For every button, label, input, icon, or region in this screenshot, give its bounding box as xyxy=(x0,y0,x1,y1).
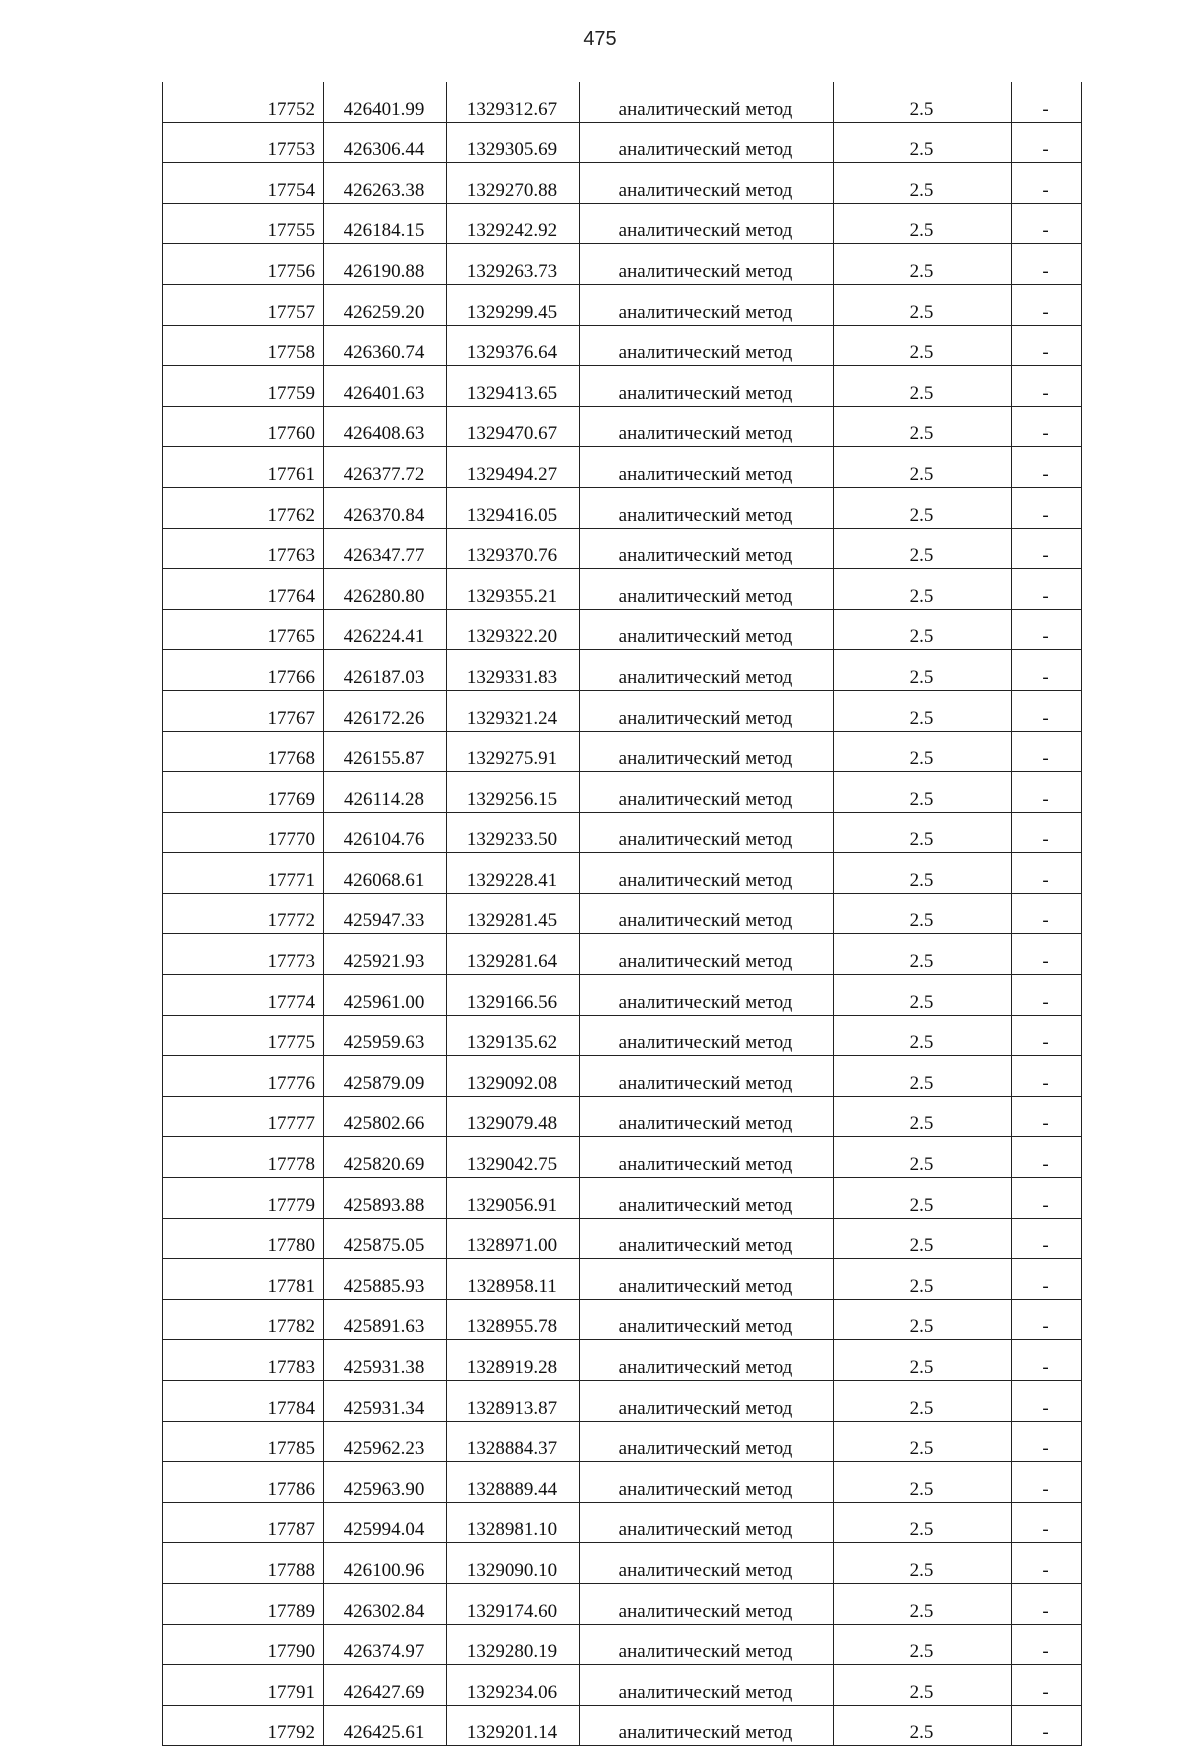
table-row xyxy=(163,366,1082,407)
point-number-cell: 17790 xyxy=(163,1624,324,1665)
table-row xyxy=(163,1705,1082,1746)
x-coordinate-cell: 425921.93 xyxy=(324,934,447,975)
x-coordinate-cell: 426427.69 xyxy=(324,1665,447,1706)
y-coordinate-cell: 1329201.14 xyxy=(447,1705,580,1746)
method-cell: аналитический метод xyxy=(580,1340,834,1381)
y-coordinate-cell: 1329312.67 xyxy=(447,82,580,122)
accuracy-cell: 2.5 xyxy=(834,1624,1012,1665)
note-cell: - xyxy=(1012,1056,1082,1097)
accuracy-cell: 2.5 xyxy=(834,569,1012,610)
point-number-cell: 17771 xyxy=(163,853,324,894)
accuracy-cell: 2.5 xyxy=(834,1137,1012,1178)
x-coordinate-cell: 425879.09 xyxy=(324,1056,447,1097)
y-coordinate-cell: 1328884.37 xyxy=(447,1421,580,1462)
note-cell: - xyxy=(1012,1381,1082,1422)
accuracy-cell: 2.5 xyxy=(834,975,1012,1016)
point-number-cell: 17761 xyxy=(163,447,324,488)
point-number-cell: 17774 xyxy=(163,975,324,1016)
method-cell: аналитический метод xyxy=(580,366,834,407)
table-row xyxy=(163,244,1082,285)
x-coordinate-cell: 426259.20 xyxy=(324,284,447,325)
y-coordinate-cell: 1329280.19 xyxy=(447,1624,580,1665)
note-cell: - xyxy=(1012,975,1082,1016)
y-coordinate-cell: 1329135.62 xyxy=(447,1015,580,1056)
table-row xyxy=(163,1340,1082,1381)
y-coordinate-cell: 1329079.48 xyxy=(447,1096,580,1137)
y-coordinate-cell: 1329233.50 xyxy=(447,812,580,853)
point-number-cell: 17755 xyxy=(163,203,324,244)
point-number-cell: 17754 xyxy=(163,163,324,204)
table-row xyxy=(163,1624,1082,1665)
y-coordinate-cell: 1329376.64 xyxy=(447,325,580,366)
table-row xyxy=(163,934,1082,975)
method-cell: аналитический метод xyxy=(580,934,834,975)
accuracy-cell: 2.5 xyxy=(834,1015,1012,1056)
method-cell: аналитический метод xyxy=(580,812,834,853)
point-number-cell: 17772 xyxy=(163,893,324,934)
note-cell: - xyxy=(1012,163,1082,204)
y-coordinate-cell: 1329322.20 xyxy=(447,609,580,650)
method-cell: аналитический метод xyxy=(580,122,834,163)
accuracy-cell: 2.5 xyxy=(834,447,1012,488)
point-number-cell: 17773 xyxy=(163,934,324,975)
note-cell: - xyxy=(1012,1502,1082,1543)
accuracy-cell: 2.5 xyxy=(834,1178,1012,1219)
point-number-cell: 17767 xyxy=(163,690,324,731)
method-cell: аналитический метод xyxy=(580,569,834,610)
method-cell: аналитический метод xyxy=(580,325,834,366)
point-number-cell: 17789 xyxy=(163,1583,324,1624)
y-coordinate-cell: 1329331.83 xyxy=(447,650,580,691)
x-coordinate-cell: 426263.38 xyxy=(324,163,447,204)
y-coordinate-cell: 1329242.92 xyxy=(447,203,580,244)
point-number-cell: 17779 xyxy=(163,1178,324,1219)
note-cell: - xyxy=(1012,690,1082,731)
point-number-cell: 17787 xyxy=(163,1502,324,1543)
accuracy-cell: 2.5 xyxy=(834,1299,1012,1340)
point-number-cell: 17769 xyxy=(163,772,324,813)
table-row xyxy=(163,487,1082,528)
method-cell: аналитический метод xyxy=(580,609,834,650)
x-coordinate-cell: 426190.88 xyxy=(324,244,447,285)
table-row xyxy=(163,1583,1082,1624)
y-coordinate-cell: 1329413.65 xyxy=(447,366,580,407)
note-cell: - xyxy=(1012,1543,1082,1584)
table-row xyxy=(163,406,1082,447)
point-number-cell: 17783 xyxy=(163,1340,324,1381)
note-cell: - xyxy=(1012,284,1082,325)
y-coordinate-cell: 1329174.60 xyxy=(447,1583,580,1624)
point-number-cell: 17776 xyxy=(163,1056,324,1097)
x-coordinate-cell: 426374.97 xyxy=(324,1624,447,1665)
x-coordinate-cell: 425962.23 xyxy=(324,1421,447,1462)
y-coordinate-cell: 1328919.28 xyxy=(447,1340,580,1381)
point-number-cell: 17778 xyxy=(163,1137,324,1178)
accuracy-cell: 2.5 xyxy=(834,82,1012,122)
table-row xyxy=(163,203,1082,244)
method-cell: аналитический метод xyxy=(580,1015,834,1056)
accuracy-cell: 2.5 xyxy=(834,1218,1012,1259)
x-coordinate-cell: 425885.93 xyxy=(324,1259,447,1300)
point-number-cell: 17763 xyxy=(163,528,324,569)
note-cell: - xyxy=(1012,1015,1082,1056)
accuracy-cell: 2.5 xyxy=(834,731,1012,772)
table-row xyxy=(163,1381,1082,1422)
table-row xyxy=(163,1178,1082,1219)
table-row xyxy=(163,650,1082,691)
point-number-cell: 17757 xyxy=(163,284,324,325)
y-coordinate-cell: 1328958.11 xyxy=(447,1259,580,1300)
y-coordinate-cell: 1329470.67 xyxy=(447,406,580,447)
note-cell: - xyxy=(1012,1705,1082,1746)
method-cell: аналитический метод xyxy=(580,1705,834,1746)
note-cell: - xyxy=(1012,853,1082,894)
x-coordinate-cell: 425994.04 xyxy=(324,1502,447,1543)
x-coordinate-cell: 426224.41 xyxy=(324,609,447,650)
y-coordinate-cell: 1329270.88 xyxy=(447,163,580,204)
note-cell: - xyxy=(1012,609,1082,650)
point-number-cell: 17758 xyxy=(163,325,324,366)
method-cell: аналитический метод xyxy=(580,1259,834,1300)
y-coordinate-cell: 1329234.06 xyxy=(447,1665,580,1706)
y-coordinate-cell: 1328971.00 xyxy=(447,1218,580,1259)
table-row xyxy=(163,528,1082,569)
point-number-cell: 17768 xyxy=(163,731,324,772)
accuracy-cell: 2.5 xyxy=(834,1259,1012,1300)
method-cell: аналитический метод xyxy=(580,1299,834,1340)
method-cell: аналитический метод xyxy=(580,203,834,244)
table-row xyxy=(163,284,1082,325)
method-cell: аналитический метод xyxy=(580,284,834,325)
x-coordinate-cell: 425802.66 xyxy=(324,1096,447,1137)
note-cell: - xyxy=(1012,934,1082,975)
point-number-cell: 17788 xyxy=(163,1543,324,1584)
point-number-cell: 17781 xyxy=(163,1259,324,1300)
accuracy-cell: 2.5 xyxy=(834,650,1012,691)
method-cell: аналитический метод xyxy=(580,893,834,934)
table-row xyxy=(163,812,1082,853)
method-cell: аналитический метод xyxy=(580,1137,834,1178)
y-coordinate-cell: 1329281.64 xyxy=(447,934,580,975)
y-coordinate-cell: 1328913.87 xyxy=(447,1381,580,1422)
table-row xyxy=(163,447,1082,488)
method-cell: аналитический метод xyxy=(580,650,834,691)
x-coordinate-cell: 426425.61 xyxy=(324,1705,447,1746)
table-row xyxy=(163,569,1082,610)
method-cell: аналитический метод xyxy=(580,1178,834,1219)
method-cell: аналитический метод xyxy=(580,487,834,528)
coordinates-table xyxy=(162,82,1082,1746)
method-cell: аналитический метод xyxy=(580,1665,834,1706)
x-coordinate-cell: 426347.77 xyxy=(324,528,447,569)
y-coordinate-cell: 1329370.76 xyxy=(447,528,580,569)
y-coordinate-cell: 1329305.69 xyxy=(447,122,580,163)
x-coordinate-cell: 426377.72 xyxy=(324,447,447,488)
y-coordinate-cell: 1329275.91 xyxy=(447,731,580,772)
x-coordinate-cell: 426408.63 xyxy=(324,406,447,447)
point-number-cell: 17765 xyxy=(163,609,324,650)
y-coordinate-cell: 1329056.91 xyxy=(447,1178,580,1219)
point-number-cell: 17760 xyxy=(163,406,324,447)
y-coordinate-cell: 1329256.15 xyxy=(447,772,580,813)
table-row xyxy=(163,1543,1082,1584)
note-cell: - xyxy=(1012,1299,1082,1340)
point-number-cell: 17759 xyxy=(163,366,324,407)
table-row xyxy=(163,975,1082,1016)
y-coordinate-cell: 1329228.41 xyxy=(447,853,580,894)
point-number-cell: 17762 xyxy=(163,487,324,528)
method-cell: аналитический метод xyxy=(580,731,834,772)
x-coordinate-cell: 425893.88 xyxy=(324,1178,447,1219)
method-cell: аналитический метод xyxy=(580,1056,834,1097)
note-cell: - xyxy=(1012,1137,1082,1178)
note-cell: - xyxy=(1012,1421,1082,1462)
table-row xyxy=(163,82,1082,122)
method-cell: аналитический метод xyxy=(580,1421,834,1462)
note-cell: - xyxy=(1012,731,1082,772)
accuracy-cell: 2.5 xyxy=(834,1340,1012,1381)
table-row xyxy=(163,1502,1082,1543)
note-cell: - xyxy=(1012,812,1082,853)
table-row xyxy=(163,609,1082,650)
table-row xyxy=(163,1218,1082,1259)
point-number-cell: 17764 xyxy=(163,569,324,610)
method-cell: аналитический метод xyxy=(580,975,834,1016)
x-coordinate-cell: 426302.84 xyxy=(324,1583,447,1624)
note-cell: - xyxy=(1012,325,1082,366)
x-coordinate-cell: 426370.84 xyxy=(324,487,447,528)
point-number-cell: 17784 xyxy=(163,1381,324,1422)
accuracy-cell: 2.5 xyxy=(834,244,1012,285)
x-coordinate-cell: 426187.03 xyxy=(324,650,447,691)
note-cell: - xyxy=(1012,203,1082,244)
x-coordinate-cell: 426155.87 xyxy=(324,731,447,772)
point-number-cell: 17792 xyxy=(163,1705,324,1746)
method-cell: аналитический метод xyxy=(580,1624,834,1665)
accuracy-cell: 2.5 xyxy=(834,1665,1012,1706)
method-cell: аналитический метод xyxy=(580,1218,834,1259)
accuracy-cell: 2.5 xyxy=(834,690,1012,731)
method-cell: аналитический метод xyxy=(580,853,834,894)
note-cell: - xyxy=(1012,1462,1082,1503)
x-coordinate-cell: 425875.05 xyxy=(324,1218,447,1259)
note-cell: - xyxy=(1012,569,1082,610)
table-row xyxy=(163,122,1082,163)
x-coordinate-cell: 426360.74 xyxy=(324,325,447,366)
table-row xyxy=(163,1299,1082,1340)
y-coordinate-cell: 1329042.75 xyxy=(447,1137,580,1178)
x-coordinate-cell: 426100.96 xyxy=(324,1543,447,1584)
table-row xyxy=(163,731,1082,772)
method-cell: аналитический метод xyxy=(580,244,834,285)
x-coordinate-cell: 426104.76 xyxy=(324,812,447,853)
method-cell: аналитический метод xyxy=(580,406,834,447)
y-coordinate-cell: 1328889.44 xyxy=(447,1462,580,1503)
method-cell: аналитический метод xyxy=(580,690,834,731)
y-coordinate-cell: 1329166.56 xyxy=(447,975,580,1016)
y-coordinate-cell: 1328981.10 xyxy=(447,1502,580,1543)
y-coordinate-cell: 1329416.05 xyxy=(447,487,580,528)
note-cell: - xyxy=(1012,487,1082,528)
accuracy-cell: 2.5 xyxy=(834,893,1012,934)
table-row xyxy=(163,893,1082,934)
point-number-cell: 17780 xyxy=(163,1218,324,1259)
y-coordinate-cell: 1328955.78 xyxy=(447,1299,580,1340)
point-number-cell: 17786 xyxy=(163,1462,324,1503)
point-number-cell: 17782 xyxy=(163,1299,324,1340)
table-row xyxy=(163,1137,1082,1178)
accuracy-cell: 2.5 xyxy=(834,1705,1012,1746)
x-coordinate-cell: 425931.34 xyxy=(324,1381,447,1422)
accuracy-cell: 2.5 xyxy=(834,1583,1012,1624)
coordinates-table-body xyxy=(163,82,1082,1746)
note-cell: - xyxy=(1012,366,1082,407)
accuracy-cell: 2.5 xyxy=(834,1056,1012,1097)
table-row xyxy=(163,1665,1082,1706)
accuracy-cell: 2.5 xyxy=(834,1462,1012,1503)
x-coordinate-cell: 425961.00 xyxy=(324,975,447,1016)
note-cell: - xyxy=(1012,447,1082,488)
note-cell: - xyxy=(1012,406,1082,447)
x-coordinate-cell: 425820.69 xyxy=(324,1137,447,1178)
accuracy-cell: 2.5 xyxy=(834,406,1012,447)
accuracy-cell: 2.5 xyxy=(834,203,1012,244)
y-coordinate-cell: 1329281.45 xyxy=(447,893,580,934)
note-cell: - xyxy=(1012,122,1082,163)
accuracy-cell: 2.5 xyxy=(834,772,1012,813)
note-cell: - xyxy=(1012,1665,1082,1706)
method-cell: аналитический метод xyxy=(580,772,834,813)
accuracy-cell: 2.5 xyxy=(834,1381,1012,1422)
accuracy-cell: 2.5 xyxy=(834,1502,1012,1543)
method-cell: аналитический метод xyxy=(580,1583,834,1624)
method-cell: аналитический метод xyxy=(580,1462,834,1503)
x-coordinate-cell: 425963.90 xyxy=(324,1462,447,1503)
x-coordinate-cell: 426172.26 xyxy=(324,690,447,731)
method-cell: аналитический метод xyxy=(580,163,834,204)
x-coordinate-cell: 426068.61 xyxy=(324,853,447,894)
note-cell: - xyxy=(1012,1096,1082,1137)
point-number-cell: 17791 xyxy=(163,1665,324,1706)
accuracy-cell: 2.5 xyxy=(834,366,1012,407)
x-coordinate-cell: 426306.44 xyxy=(324,122,447,163)
table-row xyxy=(163,325,1082,366)
point-number-cell: 17752 xyxy=(163,82,324,122)
method-cell: аналитический метод xyxy=(580,528,834,569)
accuracy-cell: 2.5 xyxy=(834,1421,1012,1462)
method-cell: аналитический метод xyxy=(580,1381,834,1422)
table-row xyxy=(163,690,1082,731)
table-row xyxy=(163,1421,1082,1462)
accuracy-cell: 2.5 xyxy=(834,325,1012,366)
table-row xyxy=(163,163,1082,204)
table-row xyxy=(163,1056,1082,1097)
note-cell: - xyxy=(1012,1624,1082,1665)
point-number-cell: 17785 xyxy=(163,1421,324,1462)
accuracy-cell: 2.5 xyxy=(834,528,1012,569)
x-coordinate-cell: 426184.15 xyxy=(324,203,447,244)
accuracy-cell: 2.5 xyxy=(834,934,1012,975)
point-number-cell: 17770 xyxy=(163,812,324,853)
x-coordinate-cell: 426114.28 xyxy=(324,772,447,813)
point-number-cell: 17753 xyxy=(163,122,324,163)
x-coordinate-cell: 426401.99 xyxy=(324,82,447,122)
note-cell: - xyxy=(1012,1178,1082,1219)
table-row xyxy=(163,1259,1082,1300)
accuracy-cell: 2.5 xyxy=(834,812,1012,853)
accuracy-cell: 2.5 xyxy=(834,609,1012,650)
accuracy-cell: 2.5 xyxy=(834,163,1012,204)
x-coordinate-cell: 426280.80 xyxy=(324,569,447,610)
page-number: 475 xyxy=(583,28,617,50)
point-number-cell: 17777 xyxy=(163,1096,324,1137)
note-cell: - xyxy=(1012,893,1082,934)
accuracy-cell: 2.5 xyxy=(834,122,1012,163)
table-row xyxy=(163,1015,1082,1056)
method-cell: аналитический метод xyxy=(580,1502,834,1543)
x-coordinate-cell: 426401.63 xyxy=(324,366,447,407)
point-number-cell: 17756 xyxy=(163,244,324,285)
method-cell: аналитический метод xyxy=(580,1096,834,1137)
accuracy-cell: 2.5 xyxy=(834,1096,1012,1137)
note-cell: - xyxy=(1012,650,1082,691)
note-cell: - xyxy=(1012,772,1082,813)
note-cell: - xyxy=(1012,1218,1082,1259)
table-row xyxy=(163,1462,1082,1503)
method-cell: аналитический метод xyxy=(580,447,834,488)
note-cell: - xyxy=(1012,82,1082,122)
note-cell: - xyxy=(1012,1259,1082,1300)
table-row xyxy=(163,772,1082,813)
y-coordinate-cell: 1329263.73 xyxy=(447,244,580,285)
point-number-cell: 17775 xyxy=(163,1015,324,1056)
x-coordinate-cell: 425959.63 xyxy=(324,1015,447,1056)
y-coordinate-cell: 1329090.10 xyxy=(447,1543,580,1584)
y-coordinate-cell: 1329494.27 xyxy=(447,447,580,488)
x-coordinate-cell: 425947.33 xyxy=(324,893,447,934)
y-coordinate-cell: 1329299.45 xyxy=(447,284,580,325)
method-cell: аналитический метод xyxy=(580,82,834,122)
accuracy-cell: 2.5 xyxy=(834,1543,1012,1584)
y-coordinate-cell: 1329355.21 xyxy=(447,569,580,610)
table-row xyxy=(163,1096,1082,1137)
point-number-cell: 17766 xyxy=(163,650,324,691)
note-cell: - xyxy=(1012,1340,1082,1381)
table-row xyxy=(163,853,1082,894)
y-coordinate-cell: 1329321.24 xyxy=(447,690,580,731)
method-cell: аналитический метод xyxy=(580,1543,834,1584)
y-coordinate-cell: 1329092.08 xyxy=(447,1056,580,1097)
note-cell: - xyxy=(1012,1583,1082,1624)
note-cell: - xyxy=(1012,528,1082,569)
note-cell: - xyxy=(1012,244,1082,285)
x-coordinate-cell: 425931.38 xyxy=(324,1340,447,1381)
accuracy-cell: 2.5 xyxy=(834,487,1012,528)
accuracy-cell: 2.5 xyxy=(834,853,1012,894)
accuracy-cell: 2.5 xyxy=(834,284,1012,325)
x-coordinate-cell: 425891.63 xyxy=(324,1299,447,1340)
